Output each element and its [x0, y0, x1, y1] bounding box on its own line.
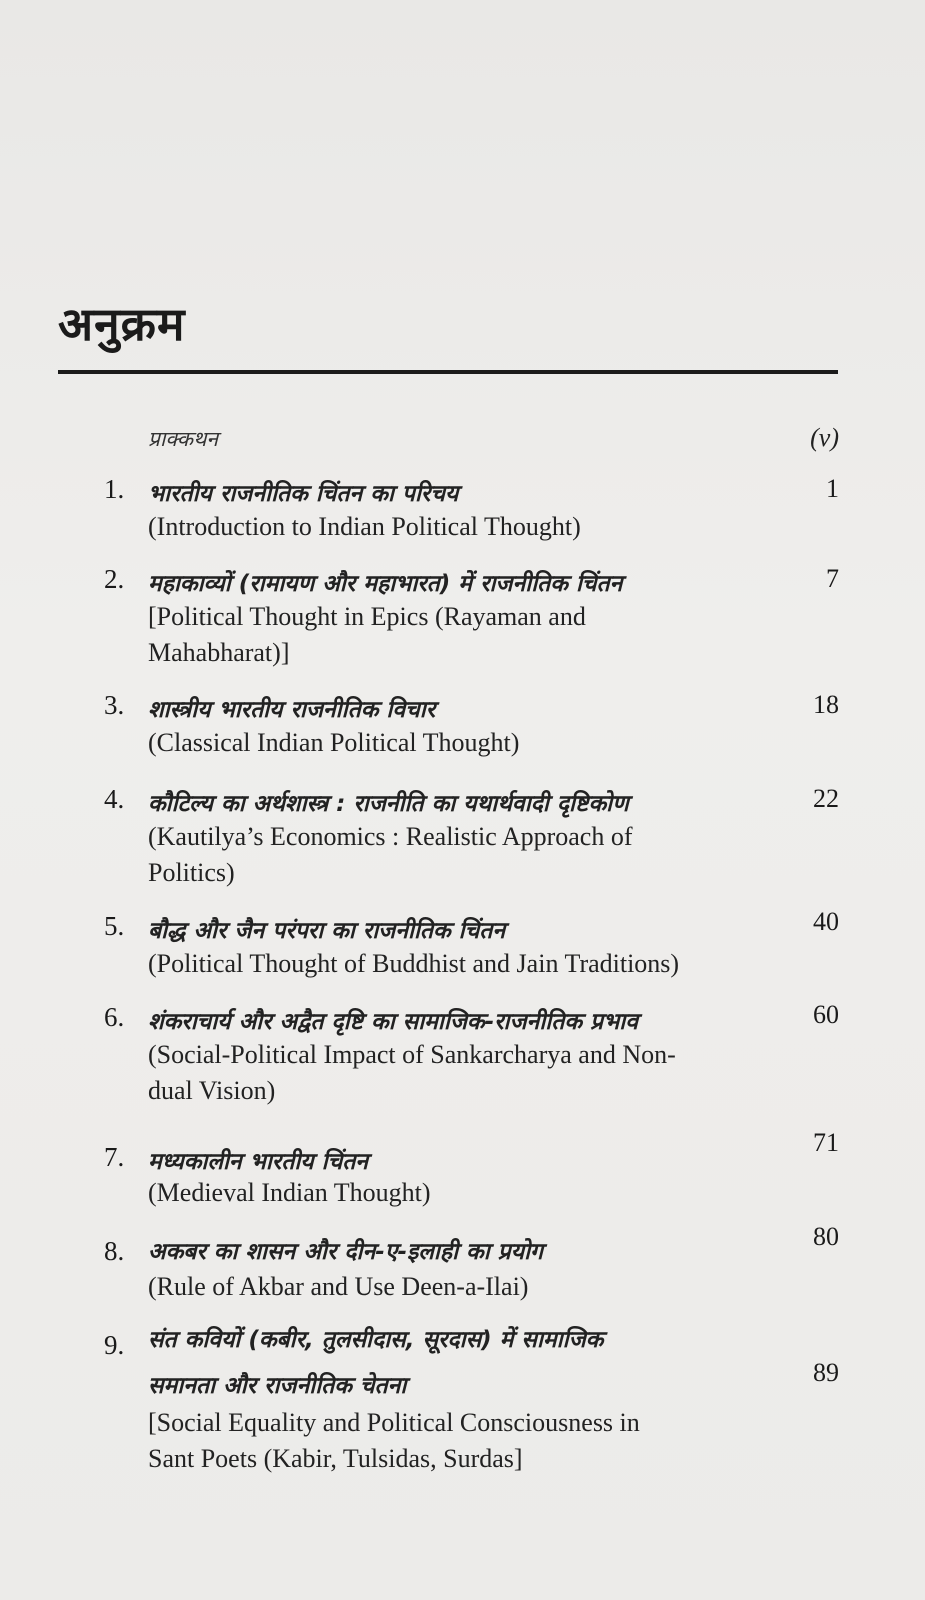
entry-number: 3. [104, 690, 125, 720]
entry-hindi-title: शास्त्रीय भारतीय राजनीतिक विचार [148, 697, 436, 723]
entry-english-title: (Classical Indian Political Thought) [148, 728, 520, 757]
entry-english-title: (Rule of Akbar and Use Deen-a-Ilai) [148, 1272, 529, 1301]
entry-hindi-title: शंकराचार्य और अद्वैत दृष्टि का सामाजिक-राजनीतिक प्रभाव [148, 1009, 639, 1035]
entry-page-number: 60 [813, 1000, 839, 1029]
entry-english-title: (Kautilya’s Economics : Realistic Approach of [148, 822, 633, 851]
entry-hindi-title: भारतीय राजनीतिक चिंतन का परिचय [148, 481, 459, 507]
entry-number: 2. [104, 564, 125, 594]
entry-english-title-cont: dual Vision) [148, 1076, 276, 1105]
entry-english-title: (Political Thought of Buddhist and Jain Traditions) [148, 949, 680, 978]
entry-page-number: 80 [813, 1222, 839, 1251]
entry-hindi-title-cont: समानता और राजनीतिक चेतना [148, 1373, 407, 1399]
entry-number: 1. [104, 474, 125, 504]
contents-heading: अनुक्रम [58, 297, 186, 351]
entry-number: 9. [104, 1330, 125, 1360]
preface-label: प्राक्कथन [148, 427, 219, 451]
entry-hindi-title: बौद्ध और जैन परंपरा का राजनीतिक चिंतन [148, 918, 506, 944]
entry-number: 6. [104, 1002, 125, 1032]
entry-english-title-cont: Sant Poets (Kabir, Tulsidas, Surdas] [148, 1444, 523, 1473]
entry-page-number: 7 [826, 564, 839, 593]
entry-english-title: (Social-Political Impact of Sankarcharya and Non- [148, 1040, 676, 1069]
entry-page-number: 18 [813, 690, 839, 719]
entry-hindi-title: महाकाव्यों (रामायण और महाभारत) में राजनीतिक चिंतन [148, 571, 623, 597]
entry-hindi-title: कौटिल्य का अर्थशास्त्र : राजनीति का यथार्थवादी दृष्टिकोण [148, 791, 629, 817]
entry-page-number: 40 [813, 907, 839, 936]
entry-english-title: (Introduction to Indian Political Thought) [148, 512, 581, 541]
entry-number: 5. [104, 911, 125, 941]
entry-english-title: [Social Equality and Political Consciousness in [148, 1408, 640, 1437]
entry-english-title-cont: Politics) [148, 858, 235, 887]
entry-number: 8. [104, 1236, 125, 1266]
entry-english-title: [Political Thought in Epics (Rayaman and [148, 602, 586, 631]
preface-page-number: (v) [810, 423, 839, 452]
entry-page-number: 22 [813, 784, 839, 813]
entry-number: 4. [104, 784, 125, 814]
entry-hindi-title: अकबर का शासन और दीन-ए-इलाही का प्रयोग [148, 1239, 544, 1265]
entry-english-title: (Medieval Indian Thought) [148, 1178, 431, 1207]
entry-page-number: 71 [813, 1128, 839, 1157]
entry-english-title-cont: Mahabharat)] [148, 638, 290, 667]
entry-hindi-title: मध्यकालीन भारतीय चिंतन [148, 1149, 369, 1175]
entry-hindi-title: संत कवियों (कबीर, तुलसीदास, सूरदास) में सामाजिक [148, 1327, 604, 1353]
entry-page-number: 1 [826, 474, 839, 503]
entry-number: 7. [104, 1142, 125, 1172]
entry-page-number: 89 [813, 1358, 839, 1387]
heading-rule [58, 370, 838, 374]
